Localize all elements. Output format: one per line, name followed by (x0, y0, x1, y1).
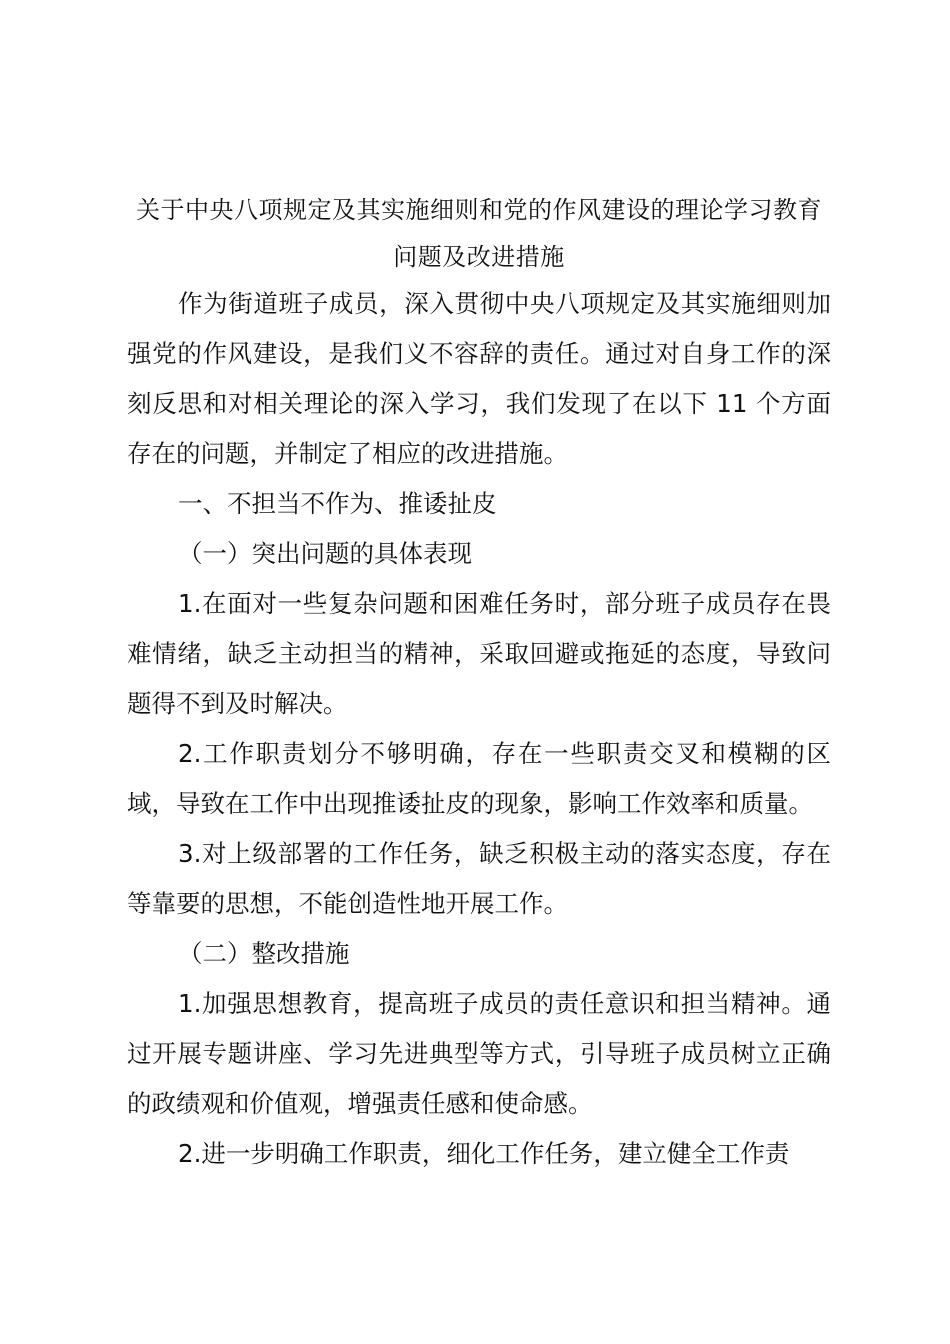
subsection-heading-problems: （一）突出问题的具体表现 (178, 539, 472, 568)
document-title: 关于中央八项规定及其实施细则和党的作风建设的理论学习教育问题及改进措施 (136, 196, 822, 271)
subsection-heading-measures: （二）整改措施 (178, 939, 350, 968)
section-heading-1: 一、不担当不作为、推诿扯皮 (178, 489, 497, 518)
measure-item-1: 1.加强思想教育，提高班子成员的责任意识和担当精神。通过开展专题讲座、学习先进典型等方式，引导班子成员树立正确的政绩观和价值观，增强责任感和使命感。 (127, 989, 831, 1118)
problem-item-3: 3.对上级部署的工作任务，缺乏积极主动的落实态度，存在等靠要的思想，不能创造性地开展工作。 (127, 839, 831, 918)
document-body (127, 279, 831, 1179)
problem-item-2: 2.工作职责划分不够明确，存在一些职责交叉和模糊的区域，导致在工作中出现推诿扯皮的现象，影响工作效率和质量。 (127, 739, 831, 818)
measure-item-2: 2.进一步明确工作职责，细化工作任务，建立健全工作责 (178, 1139, 790, 1168)
problem-item-1: 1.在面对一些复杂问题和困难任务时，部分班子成员存在畏难情绪，缺乏主动担当的精神，采取回避或拖延的态度，导致问题得不到及时解决。 (127, 589, 831, 718)
intro-paragraph: 作为街道班子成员，深入贯彻中央八项规定及其实施细则加强党的作风建设，是我们义不容辞的责任。通过对自身工作的深刻反思和对相关理论的深入学习，我们发现了在以下 11 个方面存在的问题，并制定了相应的改进措施。 (127, 289, 831, 468)
